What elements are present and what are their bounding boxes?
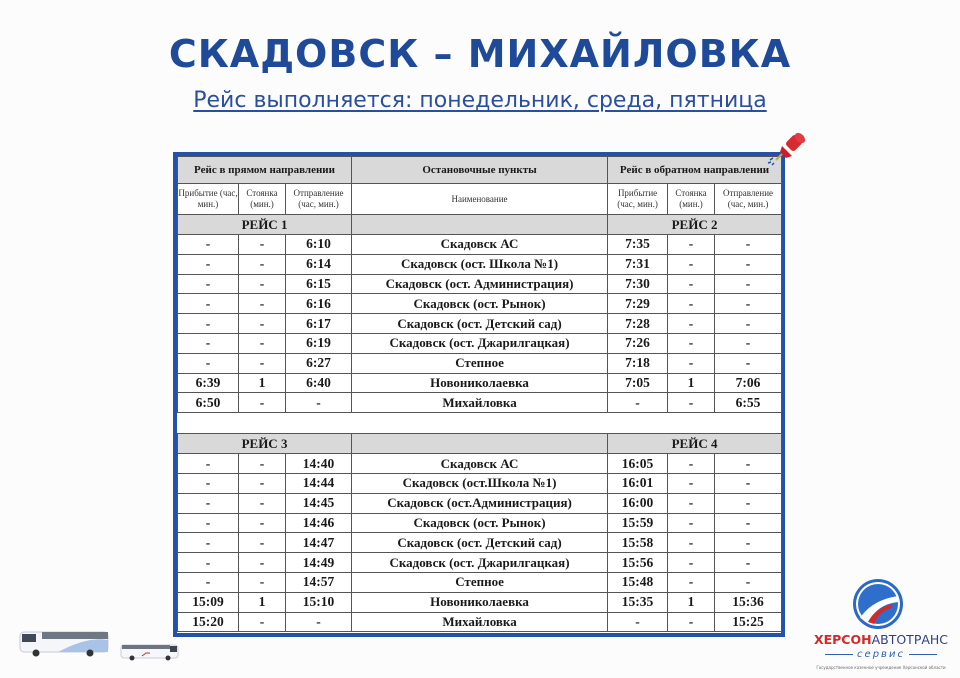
table-row — [178, 393, 782, 413]
return-departure-subheader: Отправление (час, мин.) — [715, 184, 782, 215]
forward-stop-duration: - — [239, 254, 286, 274]
forward-departure: 14:44 — [286, 473, 352, 493]
logo-caption: Государственное казенное учреждение Херсонской области — [816, 665, 946, 670]
table-row — [178, 513, 782, 533]
return-departure: - — [715, 294, 782, 314]
trip-label-row — [178, 434, 782, 454]
logo-subtitle: сервис — [806, 649, 956, 660]
return-departure: - — [715, 314, 782, 334]
return-arrival: 16:01 — [608, 473, 668, 493]
forward-stop-duration: - — [239, 235, 286, 255]
stop-name: Степное — [352, 353, 608, 373]
return-departure: 15:36 — [715, 592, 782, 612]
return-stop-duration: - — [668, 473, 715, 493]
forward-departure: 6:27 — [286, 353, 352, 373]
forward-departure: - — [286, 393, 352, 413]
departure-subheader: Отправление (час, мин.) — [286, 184, 352, 215]
forward-stop-duration: - — [239, 454, 286, 474]
return-arrival: 7:18 — [608, 353, 668, 373]
stop-name: Скадовск (ост. Детский сад) — [352, 533, 608, 553]
table-row — [178, 572, 782, 592]
bus-icon — [18, 628, 110, 658]
forward-arrival: - — [178, 254, 239, 274]
return-departure: 15:25 — [715, 612, 782, 632]
stop-name: Скадовск (ост. Детский сад) — [352, 314, 608, 334]
return-direction-header: Рейс в обратном направлении — [608, 157, 782, 184]
forward-trip-label: РЕЙС 3 — [178, 434, 352, 454]
forward-stop-duration: - — [239, 553, 286, 573]
return-stop-duration: - — [668, 254, 715, 274]
header-row — [178, 157, 782, 184]
return-arrival: 7:30 — [608, 274, 668, 294]
table-row — [178, 314, 782, 334]
forward-arrival: - — [178, 553, 239, 573]
forward-arrival: - — [178, 274, 239, 294]
forward-departure: 15:10 — [286, 592, 352, 612]
forward-arrival: 15:09 — [178, 592, 239, 612]
forward-stop-duration: - — [239, 533, 286, 553]
forward-stop-duration: - — [239, 314, 286, 334]
return-arrival: 15:59 — [608, 513, 668, 533]
push-pin-icon — [764, 130, 808, 170]
table-row — [178, 274, 782, 294]
forward-stop-duration: - — [239, 572, 286, 592]
block-spacer — [178, 413, 782, 434]
return-arrival-subheader: Прибытие (час, мин.) — [608, 184, 668, 215]
return-departure: - — [715, 533, 782, 553]
stop-name: Новониколаевка — [352, 373, 608, 393]
return-stop-duration: - — [668, 493, 715, 513]
forward-stop-duration: - — [239, 473, 286, 493]
bus-icon — [120, 642, 180, 662]
return-departure: - — [715, 572, 782, 592]
table-row — [178, 254, 782, 274]
table-row — [178, 294, 782, 314]
table-row — [178, 612, 782, 632]
stop-name: Скадовск (ост.Школа №1) — [352, 473, 608, 493]
return-arrival: 7:31 — [608, 254, 668, 274]
return-trip-label: РЕЙС 2 — [608, 215, 782, 235]
forward-stop-duration: - — [239, 294, 286, 314]
table-row — [178, 493, 782, 513]
table-row — [178, 533, 782, 553]
trip-block — [178, 434, 782, 632]
table-row — [178, 235, 782, 255]
forward-direction-header: Рейс в прямом направлении — [178, 157, 352, 184]
forward-arrival: 6:50 — [178, 393, 239, 413]
return-stop-duration: - — [668, 612, 715, 632]
schedule-days: Рейс выполняется: понедельник, среда, пятница — [193, 88, 767, 113]
forward-stop-duration: - — [239, 493, 286, 513]
forward-arrival: - — [178, 294, 239, 314]
subheader-row — [178, 184, 782, 215]
timetable-grid — [177, 156, 782, 632]
return-arrival: 15:56 — [608, 553, 668, 573]
return-departure: - — [715, 254, 782, 274]
return-departure: - — [715, 274, 782, 294]
arrival-subheader: Прибытие (час, мин.) — [178, 184, 239, 215]
stop-name: Скадовск АС — [352, 454, 608, 474]
forward-stop-duration: - — [239, 274, 286, 294]
forward-arrival: - — [178, 572, 239, 592]
return-stop-duration: - — [668, 553, 715, 573]
forward-departure: - — [286, 612, 352, 632]
return-stop-duration: 1 — [668, 592, 715, 612]
return-stop-duration: - — [668, 314, 715, 334]
return-stop-duration: - — [668, 235, 715, 255]
stop-subheader: Стоянка (мин.) — [239, 184, 286, 215]
return-departure: - — [715, 333, 782, 353]
forward-departure: 14:49 — [286, 553, 352, 573]
forward-trip-label: РЕЙС 1 — [178, 215, 352, 235]
return-stop-duration: - — [668, 353, 715, 373]
return-arrival: - — [608, 393, 668, 413]
forward-arrival: - — [178, 493, 239, 513]
stop-name: Степное — [352, 572, 608, 592]
forward-departure: 6:10 — [286, 235, 352, 255]
table-row — [178, 553, 782, 573]
timetable — [173, 152, 785, 637]
return-arrival: 16:00 — [608, 493, 668, 513]
stop-name: Скадовск АС — [352, 235, 608, 255]
stop-name: Михайловка — [352, 612, 608, 632]
forward-stop-duration: 1 — [239, 592, 286, 612]
stop-name: Скадовск (ост. Рынок) — [352, 294, 608, 314]
trip-block — [178, 215, 782, 413]
table-row — [178, 333, 782, 353]
return-arrival: - — [608, 612, 668, 632]
stop-name: Скадовск (ост. Джарилгацкая) — [352, 333, 608, 353]
stop-name: Скадовск (ост. Джарилгацкая) — [352, 553, 608, 573]
forward-arrival: - — [178, 513, 239, 533]
return-stop-duration: - — [668, 274, 715, 294]
return-stop-duration: - — [668, 393, 715, 413]
return-departure: 6:55 — [715, 393, 782, 413]
return-arrival: 7:29 — [608, 294, 668, 314]
forward-departure: 14:40 — [286, 454, 352, 474]
forward-departure: 6:17 — [286, 314, 352, 334]
forward-stop-duration: - — [239, 393, 286, 413]
stop-name: Михайловка — [352, 393, 608, 413]
company-logo — [806, 578, 956, 678]
return-departure: - — [715, 553, 782, 573]
return-departure: 7:06 — [715, 373, 782, 393]
stop-name: Скадовск (ост. Рынок) — [352, 513, 608, 533]
return-arrival: 7:26 — [608, 333, 668, 353]
stops-header: Остановочные пункты — [352, 157, 608, 184]
forward-departure: 6:40 — [286, 373, 352, 393]
return-departure: - — [715, 493, 782, 513]
return-departure: - — [715, 454, 782, 474]
return-arrival: 15:35 — [608, 592, 668, 612]
name-subheader: Наименование — [352, 184, 608, 215]
return-stop-duration: - — [668, 533, 715, 553]
return-arrival: 15:58 — [608, 533, 668, 553]
return-trip-label: РЕЙС 4 — [608, 434, 782, 454]
forward-departure: 14:45 — [286, 493, 352, 513]
return-arrival: 16:05 — [608, 454, 668, 474]
forward-arrival: - — [178, 314, 239, 334]
return-stop-duration: - — [668, 513, 715, 533]
forward-stop-duration: 1 — [239, 373, 286, 393]
trip-label-row — [178, 215, 782, 235]
return-arrival: 15:48 — [608, 572, 668, 592]
forward-stop-duration: - — [239, 333, 286, 353]
stop-name: Новониколаевка — [352, 592, 608, 612]
forward-stop-duration: - — [239, 513, 286, 533]
forward-arrival: - — [178, 353, 239, 373]
return-stop-duration: 1 — [668, 373, 715, 393]
forward-departure: 6:16 — [286, 294, 352, 314]
forward-departure: 14:47 — [286, 533, 352, 553]
return-arrival: 7:35 — [608, 235, 668, 255]
forward-stop-duration: - — [239, 612, 286, 632]
return-departure: - — [715, 473, 782, 493]
table-row — [178, 592, 782, 612]
forward-departure: 6:14 — [286, 254, 352, 274]
forward-departure: 14:57 — [286, 572, 352, 592]
forward-departure: 6:19 — [286, 333, 352, 353]
return-departure: - — [715, 353, 782, 373]
stop-name: Скадовск (ост. Администрация) — [352, 274, 608, 294]
return-departure: - — [715, 235, 782, 255]
stop-name: Скадовск (ост. Школа №1) — [352, 254, 608, 274]
forward-arrival: - — [178, 533, 239, 553]
page-title: СКАДОВСК – МИХАЙЛОВКА — [168, 32, 792, 76]
return-stop-duration: - — [668, 572, 715, 592]
return-arrival: 7:05 — [608, 373, 668, 393]
forward-arrival: 6:39 — [178, 373, 239, 393]
forward-arrival: - — [178, 333, 239, 353]
forward-arrival: - — [178, 473, 239, 493]
return-stop-duration: - — [668, 333, 715, 353]
return-departure: - — [715, 513, 782, 533]
forward-arrival: - — [178, 235, 239, 255]
return-stop-subheader: Стоянка (мин.) — [668, 184, 715, 215]
forward-arrival: - — [178, 454, 239, 474]
table-row — [178, 473, 782, 493]
table-row — [178, 454, 782, 474]
stop-name: Скадовск (ост.Администрация) — [352, 493, 608, 513]
forward-arrival: 15:20 — [178, 612, 239, 632]
return-stop-duration: - — [668, 454, 715, 474]
return-arrival: 7:28 — [608, 314, 668, 334]
forward-departure: 6:15 — [286, 274, 352, 294]
return-stop-duration: - — [668, 294, 715, 314]
logo-wordmark: ХЕРСОНАВТОТРАНС — [813, 632, 949, 647]
table-row — [178, 353, 782, 373]
forward-departure: 14:46 — [286, 513, 352, 533]
forward-stop-duration: - — [239, 353, 286, 373]
logo-road-icon — [852, 578, 904, 630]
table-row — [178, 373, 782, 393]
